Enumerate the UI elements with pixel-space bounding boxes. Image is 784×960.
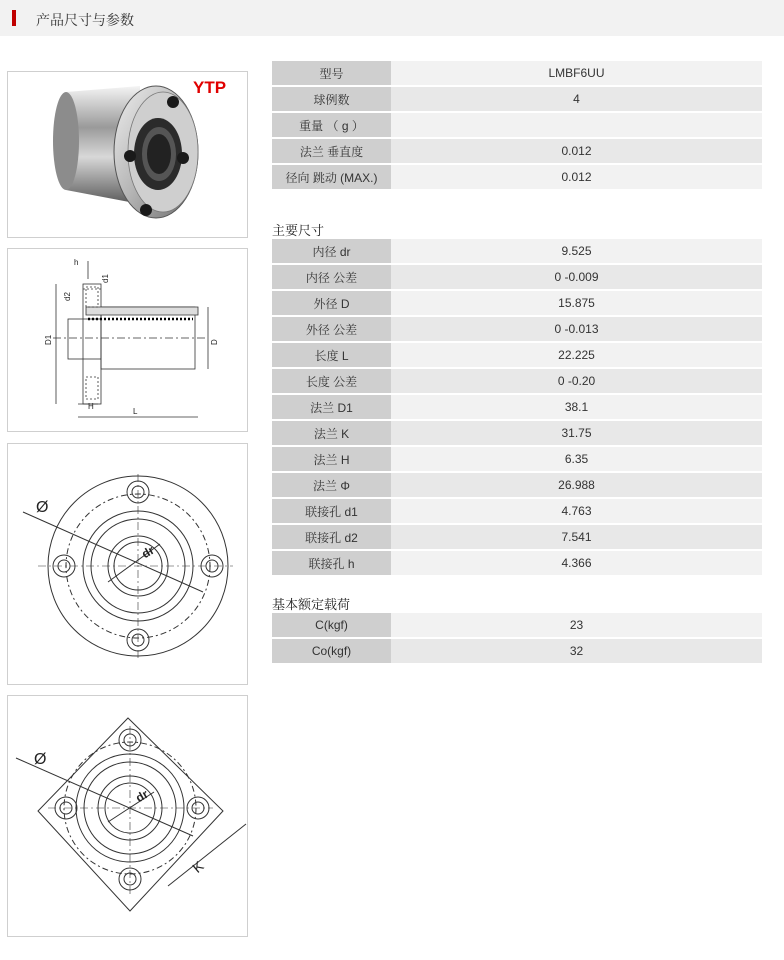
label-d1: d1 (101, 274, 110, 283)
table-row (272, 613, 762, 637)
round-flange-drawing (7, 443, 248, 685)
section-title: 产品尺寸与参数 (36, 12, 134, 28)
label-dr: dr (133, 786, 151, 806)
spec-value: 0 -0.20 (391, 369, 762, 393)
table-row (272, 61, 762, 85)
label-D: D (210, 339, 219, 345)
table-row (272, 343, 762, 367)
table-row (272, 421, 762, 445)
label-D1: D1 (44, 334, 53, 345)
spec-key: 联接孔 h (272, 551, 391, 575)
spec-key: 外径 公差 (272, 317, 391, 341)
spec-key: 法兰 K (272, 421, 391, 445)
spec-value: 4.763 (391, 499, 762, 523)
spec-value: 9.525 (391, 239, 762, 263)
table-row (272, 639, 762, 663)
spec-key: 球例数 (272, 87, 391, 111)
side-section-drawing (7, 248, 248, 432)
spec-key: 长度 公差 (272, 369, 391, 393)
table-row (272, 473, 762, 497)
spec-key: C(kgf) (272, 613, 391, 637)
spec-value: 4.366 (391, 551, 762, 575)
square-flange-drawing (7, 695, 248, 937)
main-dimension-table (272, 237, 762, 577)
spec-value: 0 -0.013 (391, 317, 762, 341)
product-photo (7, 71, 248, 238)
header-accent-bar (12, 10, 16, 26)
table-row (272, 499, 762, 523)
spec-key: 法兰 垂直度 (272, 139, 391, 163)
spec-key: 重量 （ g ） (272, 113, 391, 137)
label-phi: Ø (34, 751, 47, 768)
table-row (272, 369, 762, 393)
table-row (272, 139, 762, 163)
section-header (0, 0, 784, 36)
label-phi: Ø (36, 499, 49, 516)
label-h: h (74, 258, 79, 267)
spec-value: 32 (391, 639, 762, 663)
label-d2: d2 (63, 292, 72, 301)
spec-value: 15.875 (391, 291, 762, 315)
table-row (272, 447, 762, 471)
table-row (272, 525, 762, 549)
label-K: K (189, 857, 207, 876)
label-dr: dr (139, 542, 157, 562)
table-row (272, 87, 762, 111)
spec-key: 联接孔 d1 (272, 499, 391, 523)
spec-value: LMBF6UU (391, 61, 762, 85)
load-rating-table (272, 611, 762, 665)
spec-key: Co(kgf) (272, 639, 391, 663)
table-row (272, 551, 762, 575)
spec-key: 法兰 Φ (272, 473, 391, 497)
spec-key: 径向 跳动 (MAX.) (272, 165, 391, 189)
spec-key: 内径 dr (272, 239, 391, 263)
spec-key: 联接孔 d2 (272, 525, 391, 549)
spec-value: 0 -0.009 (391, 265, 762, 289)
section-main-dimensions: 主要尺寸 (272, 223, 325, 238)
table-row (272, 317, 762, 341)
spec-value: 31.75 (391, 421, 762, 445)
spec-value: 26.988 (391, 473, 762, 497)
spec-value: 4 (391, 87, 762, 111)
spec-value: 6.35 (391, 447, 762, 471)
table-row (272, 239, 762, 263)
table-row (272, 291, 762, 315)
spec-value (391, 113, 762, 137)
spec-value: 7.541 (391, 525, 762, 549)
spec-key: 长度 L (272, 343, 391, 367)
ytp-logo: YTP (193, 78, 227, 97)
basic-spec-table (272, 59, 762, 191)
label-H: H (88, 402, 94, 411)
spec-key: 外径 D (272, 291, 391, 315)
spec-value: 38.1 (391, 395, 762, 419)
spec-key: 法兰 H (272, 447, 391, 471)
spec-value: 0.012 (391, 165, 762, 189)
section-load-rating: 基本额定载荷 (272, 597, 351, 612)
table-row (272, 395, 762, 419)
label-L: L (133, 407, 138, 416)
spec-value: 22.225 (391, 343, 762, 367)
spec-key: 内径 公差 (272, 265, 391, 289)
spec-key: 法兰 D1 (272, 395, 391, 419)
table-row (272, 113, 762, 137)
spec-value: 23 (391, 613, 762, 637)
table-row (272, 165, 762, 189)
spec-value: 0.012 (391, 139, 762, 163)
table-row (272, 265, 762, 289)
spec-key: 型号 (272, 61, 391, 85)
